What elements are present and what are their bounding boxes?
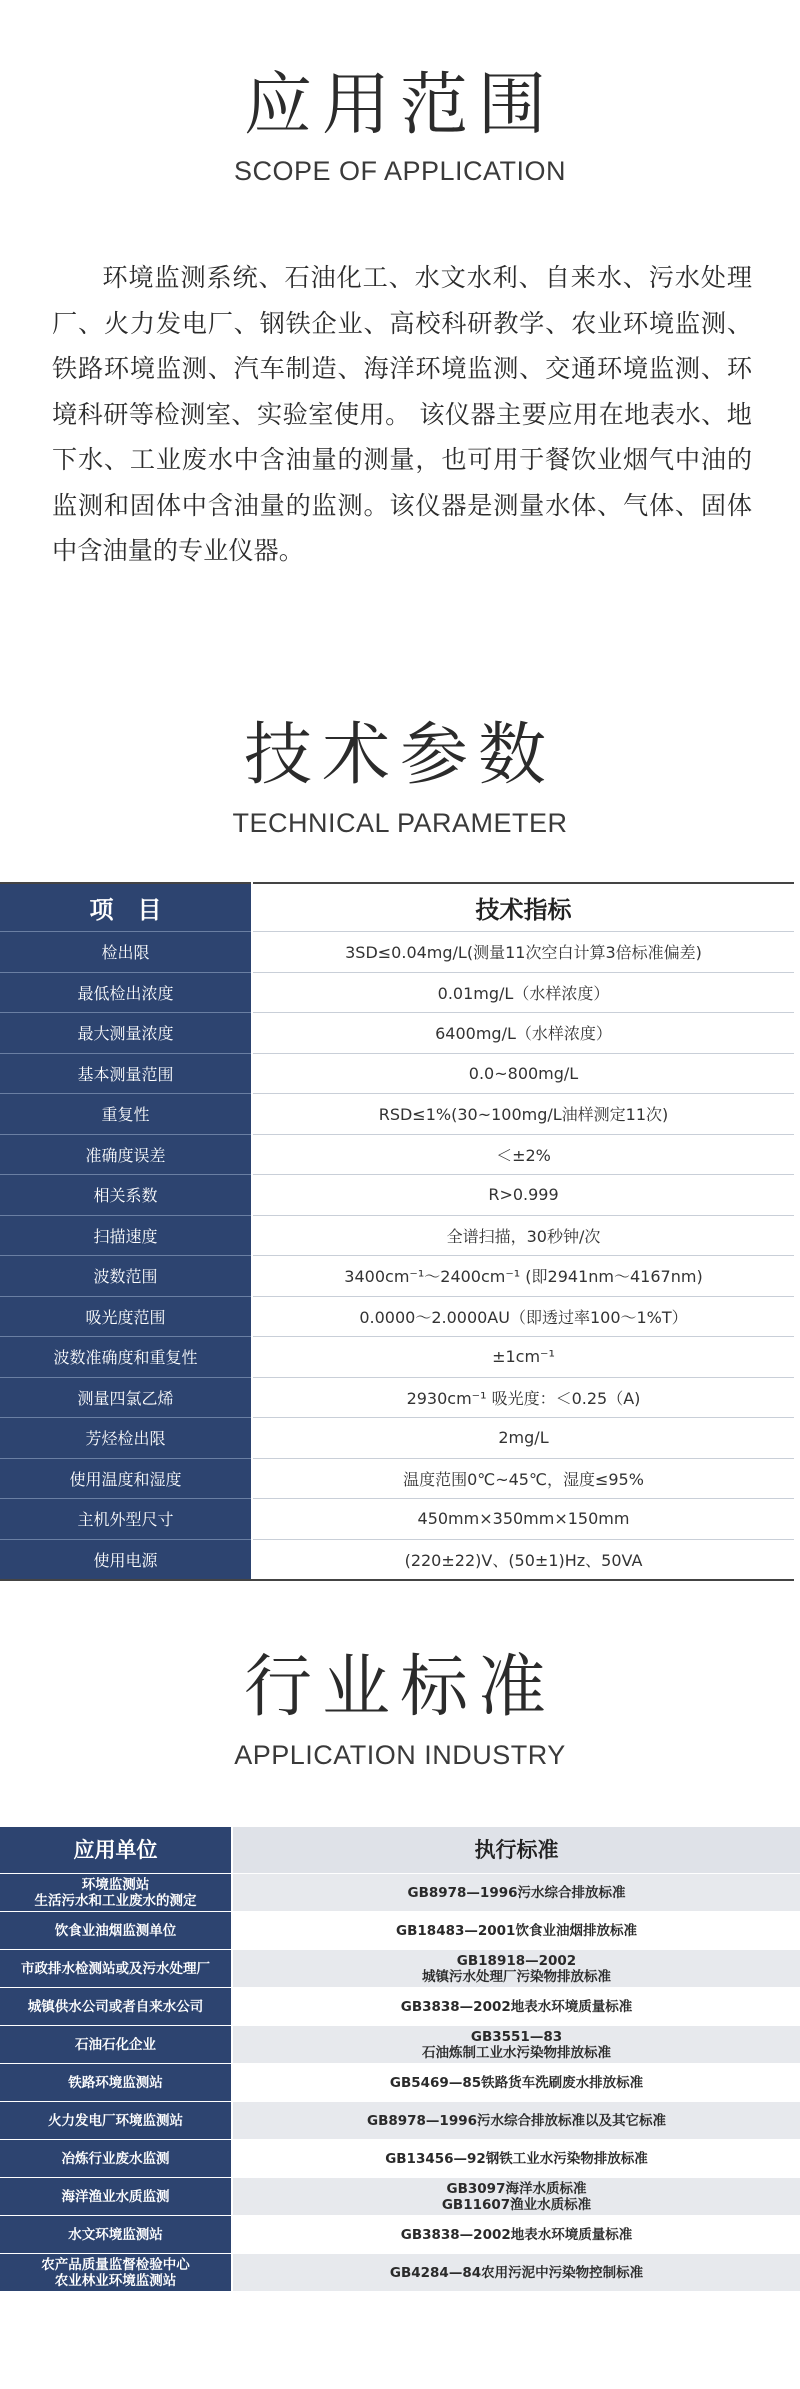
industry-unit [0,1912,232,1950]
industry-unit-line: 生活污水和工业废水的测定 [34,1892,197,1909]
param-item: 重复性 [0,1094,252,1135]
scope-subtitle: SCOPE OF APPLICATION [233,156,567,186]
table-row [0,1175,794,1216]
industry-standard-line: GB3097海洋水质标准 [446,2180,587,2197]
table-row [0,1458,794,1499]
param-value: 6400mg/L（水样浓度） [252,1013,794,1054]
industry-standard [232,1950,800,1988]
table-row [0,1499,794,1540]
industry-standard [232,2254,800,2292]
industry-standard [232,2064,800,2102]
industry-unit [0,2254,232,2292]
industry-unit-line: 海洋渔业水质监测 [61,2188,170,2205]
industry-header-standard: 执行标准 [232,1827,800,1874]
industry-unit [0,2064,232,2102]
table-row [0,1950,800,1988]
tech-subtitle: TECHNICAL PARAMETER [232,808,568,838]
param-item: 吸光度范围 [0,1296,252,1337]
industry-unit-line: 冶炼行业废水监测 [61,2150,170,2167]
param-item: 波数准确度和重复性 [0,1337,252,1378]
industry-standard [232,2140,800,2178]
table-row [0,1134,794,1175]
industry-unit [0,2140,232,2178]
tech-table-header [0,883,794,932]
industry-standard [232,1988,800,2026]
table-row [0,1215,794,1256]
industry-unit [0,2216,232,2254]
param-item: 相关系数 [0,1175,252,1216]
table-row [0,2026,800,2064]
table-row [0,2254,800,2292]
table-row [0,1296,794,1337]
param-item: 最低检出浓度 [0,972,252,1013]
table-row [0,2178,800,2216]
industry-table-header [0,1827,800,1874]
industry-standard [232,1874,800,1912]
scope-title: 应用范围 [243,66,556,145]
table-row [0,1094,794,1135]
industry-unit [0,2026,232,2064]
industry-unit [0,1950,232,1988]
industry-standard [232,2178,800,2216]
table-row [0,1912,800,1950]
industry-unit [0,1988,232,2026]
industry-unit-line: 饮食业油烟监测单位 [54,1922,177,1939]
param-value: RSD≤1%(30~100mg/L油样测定11次) [252,1094,794,1135]
param-item: 检出限 [0,932,252,973]
param-value: 0.0000～2.0000AU（即透过率100～1%T） [252,1296,794,1337]
param-item: 基本测量范围 [0,1053,252,1094]
param-value: ±1cm⁻¹ [252,1337,794,1378]
industry-standard-line: GB3838—2002地表水环境质量标准 [400,1998,633,2015]
industry-unit-line: 城镇供水公司或者自来水公司 [27,1998,204,2015]
industry-title: 行业标准 [243,1648,556,1727]
industry-unit-line: 石油石化企业 [75,2036,156,2053]
industry-unit-line: 农产品质量监督检验中心 [41,2256,190,2273]
industry-unit [0,1874,232,1912]
table-row [0,2064,800,2102]
param-item: 使用电源 [0,1539,252,1580]
industry-standard-line: GB8978—1996污水综合排放标准以及其它标准 [366,2112,667,2129]
industry-unit-line: 火力发电厂环境监测站 [48,2112,183,2129]
table-row [0,1053,794,1094]
industry-unit [0,2178,232,2216]
industry-unit [0,2102,232,2140]
param-item: 波数范围 [0,1256,252,1297]
tech-parameter-table [0,882,794,1581]
tech-title: 技术参数 [243,716,556,795]
table-row [0,1337,794,1378]
param-item: 主机外型尺寸 [0,1499,252,1540]
scope-paragraph-text: 环境监测系统、石油化工、水文水利、自来水、污水处理厂、火力发电厂、钢铁企业、高校科研教学、农业环境监测、铁路环境监测、汽车制造、海洋环境监测、交通环境监测、环境科研等检测室、实验室使用。 该仪器主要应用在地表水、地下水、工业废水中含油量的测量，也可用于餐饮业烟气中油的监测和固体中含油量的监测。该仪器是测量水体、气体、固体中含油量的专业仪器。 [52,263,752,565]
industry-standard-line: 城镇污水处理厂污染物排放标准 [422,1968,611,1985]
param-value: 全谱扫描，30秒钟/次 [252,1215,794,1256]
industry-standard-line: GB3838—2002地表水环境质量标准 [400,2226,633,2243]
industry-standard-line: 石油炼制工业水污染物排放标准 [422,2044,611,2061]
industry-standard-line: GB8978—1996污水综合排放标准 [407,1884,626,1901]
table-row [0,1988,800,2026]
industry-header-unit: 应用单位 [0,1827,232,1874]
param-value: 0.01mg/L（水样浓度） [252,972,794,1013]
param-item: 使用温度和湿度 [0,1458,252,1499]
param-value: 0.0~800mg/L [252,1053,794,1094]
table-row [0,1256,794,1297]
table-row [0,1874,800,1912]
industry-standard-line: GB18918—2002 [456,1952,577,1969]
industry-standard-line: GB4284—84农用污泥中污染物控制标准 [389,2264,644,2281]
industry-standard-line: GB5469—85铁路货车洗刷废水排放标准 [389,2074,644,2091]
param-item: 测量四氯乙烯 [0,1377,252,1418]
tech-header-item: 项 目 [0,883,252,932]
industry-unit-line: 水文环境监测站 [68,2226,163,2243]
industry-standard [232,1912,800,1950]
table-row [0,972,794,1013]
param-value: 450mm×350mm×150mm [252,1499,794,1540]
table-row [0,1418,794,1459]
table-row [0,932,794,973]
industry-unit-line: 市政排水检测站或及污水处理厂 [21,1960,210,1977]
industry-standard-line: GB11607渔业水质标准 [441,2196,592,2213]
industry-unit-line: 农业林业环境监测站 [54,2272,177,2289]
industry-standard [232,2026,800,2064]
industry-standard-table [0,1827,800,2292]
table-row [0,2140,800,2178]
table-row [0,1013,794,1054]
tech-header-value: 技术指标 [252,883,794,932]
industry-standard [232,2216,800,2254]
param-item: 芳烃检出限 [0,1418,252,1459]
scope-paragraph [52,255,752,574]
param-value: R>0.999 [252,1175,794,1216]
param-value: 3SD≤0.04mg/L(测量11次空白计算3倍标准偏差) [252,932,794,973]
param-value: ＜±2% [252,1134,794,1175]
table-row [0,1539,794,1580]
param-item: 准确度误差 [0,1134,252,1175]
table-row [0,2102,800,2140]
table-row [0,1377,794,1418]
param-value: (220±22)V、(50±1)Hz、50VA [252,1539,794,1580]
industry-standard-line: GB18483—2001饮食业油烟排放标准 [396,1922,637,1939]
param-value: 3400cm⁻¹～2400cm⁻¹ (即2941nm～4167nm) [252,1256,794,1297]
table-row [0,2216,800,2254]
industry-standard-line: GB13456—92钢铁工业水污染物排放标准 [385,2150,648,2167]
industry-unit-line: 环境监测站 [81,1876,150,1893]
industry-standard [232,2102,800,2140]
industry-standard-line: GB3551—83 [470,2028,563,2045]
param-item: 扫描速度 [0,1215,252,1256]
industry-subtitle: APPLICATION INDUSTRY [234,1740,566,1770]
param-value: 2mg/L [252,1418,794,1459]
param-item: 最大测量浓度 [0,1013,252,1054]
param-value: 温度范围0℃~45℃，湿度≤95% [252,1458,794,1499]
param-value: 2930cm⁻¹ 吸光度：＜0.25（A) [252,1377,794,1418]
industry-unit-line: 铁路环境监测站 [68,2074,163,2091]
